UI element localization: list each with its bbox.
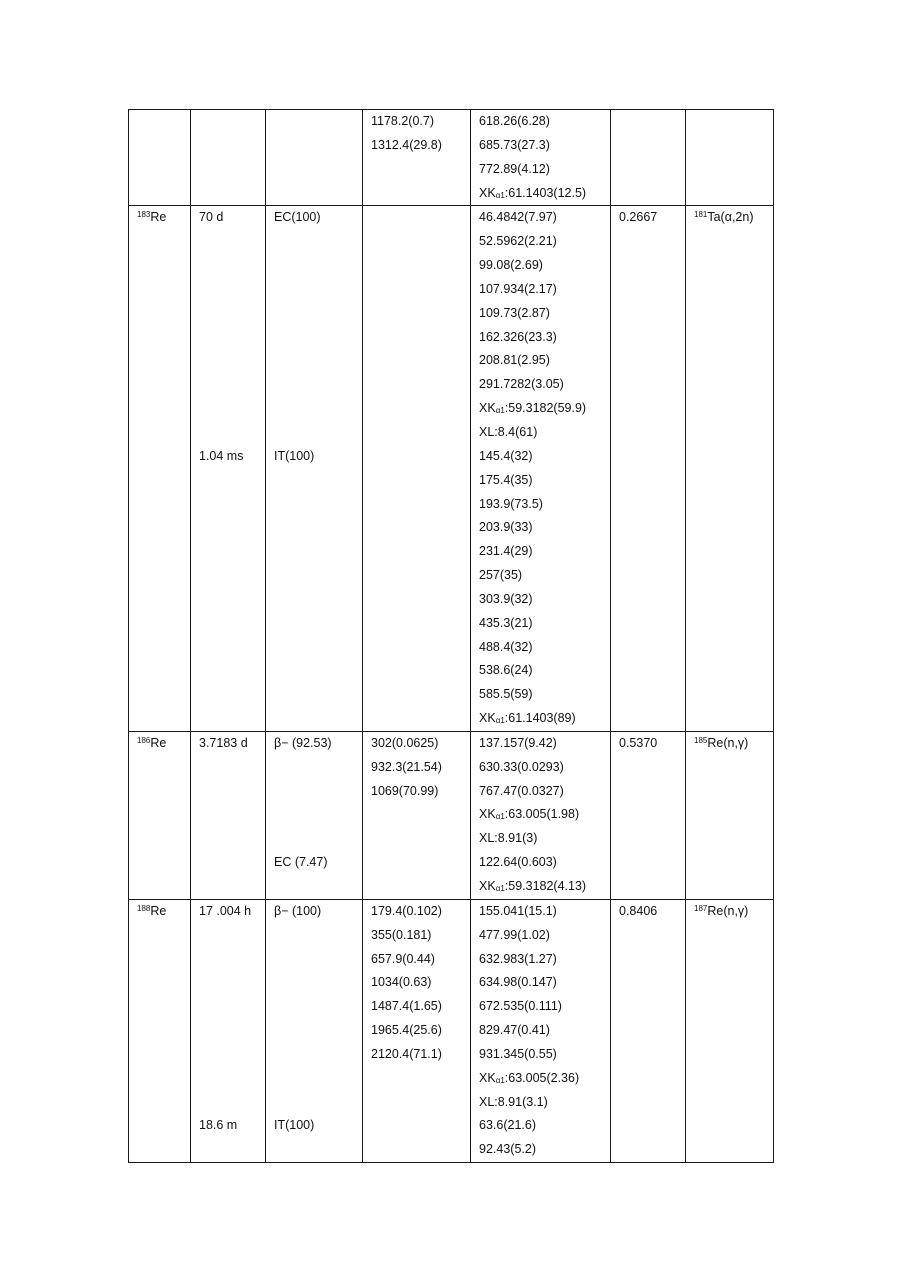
gamma-energy-line: 931.345(0.55) (479, 1046, 557, 1061)
beta-energy-line: 302(0.0625) (371, 735, 439, 750)
target-mass-number: 185 (694, 735, 708, 745)
element-symbol: Re (150, 735, 167, 750)
gamma-energy-line: $XK_{\alpha 1}:61.1403(12.5)$ (479, 185, 587, 200)
reaction-text: Re(n,γ) (707, 735, 749, 750)
decay-mode-line (274, 780, 362, 804)
gamma-energy-line: 175.4(35) (479, 472, 533, 487)
gamma-energy-line: 122.64(0.603) (479, 855, 557, 870)
decay-mode-cell (266, 731, 363, 899)
gamma-energy-line: 162.326(23.3) (479, 329, 557, 344)
gamma-energy-line: 92.43(5.2) (479, 1142, 536, 1157)
k-alpha-subscript: α1 (495, 884, 505, 893)
gamma-energy-cell (471, 731, 611, 899)
decay-mode-cell (266, 110, 363, 206)
reaction-cell (686, 206, 774, 732)
beta-energy-line: 1487.4(1.65) (371, 999, 442, 1014)
table-row (129, 899, 774, 1162)
decay-mode-line: EC(100) (274, 210, 321, 225)
decay-mode-cell (266, 899, 363, 1162)
nuclide-cell (129, 731, 191, 899)
value-cell (611, 206, 686, 732)
k-alpha-subscript: α1 (495, 190, 505, 200)
value-cell (611, 899, 686, 1162)
gamma-energy-line: 99.08(2.69) (479, 258, 543, 273)
target-mass-number: 181 (694, 210, 708, 220)
gamma-energy-line: 618.26(6.28) (479, 114, 550, 128)
halflife-line (199, 948, 265, 972)
decay-mode-line (274, 349, 362, 373)
halflife-line (199, 995, 265, 1019)
reaction-label (694, 732, 773, 756)
gamma-energy-line: 435.3(21) (479, 615, 533, 630)
halflife-line (199, 397, 265, 421)
halflife-line (199, 971, 265, 995)
gamma-energy-line: 109.73(2.87) (479, 305, 550, 320)
table-row (129, 731, 774, 899)
beta-energy-line (371, 206, 470, 230)
gamma-energy-line: 231.4(29) (479, 544, 533, 559)
reaction-cell (686, 731, 774, 899)
gamma-energy-cell (471, 899, 611, 1162)
k-alpha-subscript: α1 (495, 406, 505, 416)
beta-energy-line: 355(0.181) (371, 927, 432, 942)
decay-mode-line (274, 278, 362, 302)
decay-mode-cell (266, 206, 363, 732)
nuclide-cell (129, 206, 191, 732)
gamma-energy-line: 257(35) (479, 568, 523, 583)
value-line: 0.8406 (619, 903, 658, 918)
k-alpha-subscript: α1 (495, 812, 505, 822)
beta-energy-cell (363, 110, 471, 206)
gamma-energy-line: 585.5(59) (479, 687, 533, 702)
gamma-energy-cell (471, 206, 611, 732)
value-line (619, 110, 685, 134)
nuclide-label (137, 206, 190, 230)
gamma-energy-line: 767.47(0.0327) (479, 783, 564, 798)
nuclide-label (137, 900, 190, 924)
halflife-line (199, 326, 265, 350)
nuclide-cell (129, 899, 191, 1162)
decay-mode-line (274, 326, 362, 350)
decay-mode-line (274, 995, 362, 1019)
decay-mode-line: β− (100) (274, 903, 322, 918)
decay-mode-line (274, 397, 362, 421)
halflife-line (199, 1067, 265, 1091)
halflife-cell (191, 899, 266, 1162)
gamma-energy-line: 208.81(2.95) (479, 353, 550, 368)
gamma-energy-line: 488.4(32) (479, 639, 533, 654)
beta-energy-line: 1965.4(25.6) (371, 1023, 442, 1038)
halflife-line (199, 924, 265, 948)
element-symbol: Re (150, 210, 167, 225)
decay-mode-line (274, 948, 362, 972)
halflife-cell (191, 206, 266, 732)
gamma-energy-line: 632.983(1.27) (479, 951, 557, 966)
gamma-energy-line: $XK_{\alpha 1}:59.3182(59.9)$ (479, 401, 587, 416)
halflife-line: 18.6 m (199, 1118, 238, 1133)
decay-mode-line: IT(100) (274, 1118, 315, 1133)
decay-mode-line (274, 110, 362, 134)
nuclide-cell (129, 110, 191, 206)
halflife-line: 3.7183 d (199, 735, 248, 750)
beta-energy-line: 1178.2(0.7) (371, 114, 435, 128)
decay-mode-line (274, 924, 362, 948)
gamma-energy-line: 685.73(27.3) (479, 137, 550, 152)
beta-energy-line: 2120.4(71.1) (371, 1046, 442, 1061)
decay-mode-line (274, 827, 362, 851)
gamma-energy-line: XL:8.91(3) (479, 831, 538, 846)
halflife-line (199, 278, 265, 302)
beta-energy-line: 932.3(21.54) (371, 759, 442, 774)
nuclide-data-table (128, 109, 774, 1163)
decay-mode-line (274, 373, 362, 397)
gamma-energy-line: 630.33(0.0293) (479, 759, 564, 774)
halflife-line (199, 230, 265, 254)
gamma-energy-line: XL:8.4(61) (479, 424, 538, 439)
table-row (129, 206, 774, 732)
gamma-energy-line: 303.9(32) (479, 591, 533, 606)
reaction-cell (686, 899, 774, 1162)
halflife-line: 70 d (199, 210, 224, 225)
beta-energy-cell (363, 206, 471, 732)
decay-mode-line: IT(100) (274, 448, 315, 463)
halflife-cell (191, 110, 266, 206)
reaction-cell (686, 110, 774, 206)
halflife-line (199, 373, 265, 397)
gamma-energy-line: $XK_{\alpha 1}:63.005(1.98)$ (479, 807, 580, 822)
target-mass-number: 187 (694, 903, 708, 913)
value-line: 0.2667 (619, 210, 658, 225)
gamma-energy-line: 46.4842(7.97) (479, 210, 557, 225)
beta-energy-line: 179.4(0.102) (371, 903, 442, 918)
value-line: 0.5370 (619, 735, 658, 750)
gamma-energy-line: 155.041(15.1) (479, 903, 557, 918)
decay-mode-line: β− (92.53) (274, 735, 332, 750)
beta-energy-line: 1069(70.99) (371, 783, 439, 798)
decay-mode-line (274, 421, 362, 445)
mass-number: 183 (137, 210, 151, 220)
mass-number: 186 (137, 735, 151, 745)
k-alpha-subscript: α1 (495, 1075, 505, 1085)
gamma-energy-cell (471, 110, 611, 206)
decay-mode-line (274, 302, 362, 326)
reaction-label (694, 110, 773, 134)
gamma-energy-line: 63.6(21.6) (479, 1118, 536, 1133)
beta-energy-line: 657.9(0.44) (371, 951, 435, 966)
reaction-text: Ta(α,2n) (707, 210, 754, 225)
halflife-cell (191, 731, 266, 899)
gamma-energy-line: 772.89(4.12) (479, 161, 550, 176)
gamma-energy-line: $XK_{\alpha 1}:63.005(2.36)$ (479, 1070, 580, 1085)
table-row (129, 110, 774, 206)
gamma-energy-line: 291.7282(3.05) (479, 377, 564, 392)
gamma-energy-line: 538.6(24) (479, 663, 533, 678)
gamma-energy-line: 193.9(73.5) (479, 496, 543, 511)
gamma-energy-line: $XK_{\alpha 1}:61.1403(89)$ (479, 711, 576, 726)
reaction-text: Re(n,γ) (707, 903, 749, 918)
gamma-energy-line: 137.157(9.42) (479, 735, 557, 750)
halflife-line (199, 1043, 265, 1067)
reaction-label (694, 206, 773, 230)
decay-mode-line (274, 230, 362, 254)
nuclide-label (137, 110, 190, 134)
gamma-energy-line: 829.47(0.41) (479, 1023, 550, 1038)
gamma-energy-line: 145.4(32) (479, 448, 533, 463)
gamma-energy-line: 477.99(1.02) (479, 927, 550, 942)
gamma-energy-line: 634.98(0.147) (479, 975, 557, 990)
decay-mode-line (274, 971, 362, 995)
gamma-energy-line: XL:8.91(3.1) (479, 1094, 548, 1109)
reaction-label (694, 900, 773, 924)
decay-mode-line (274, 756, 362, 780)
decay-mode-line (274, 1043, 362, 1067)
table-body (129, 110, 774, 1163)
element-symbol: Re (150, 903, 167, 918)
halflife-line: 1.04 ms (199, 448, 244, 463)
decay-mode-line (274, 1067, 362, 1091)
halflife-line (199, 302, 265, 326)
decay-mode-line (274, 803, 362, 827)
value-cell (611, 110, 686, 206)
mass-number: 188 (137, 903, 151, 913)
halflife-line (199, 1091, 265, 1115)
nuclide-label (137, 732, 190, 756)
gamma-energy-line: 672.535(0.111) (479, 999, 562, 1014)
beta-energy-line: 1312.4(29.8) (371, 137, 442, 152)
gamma-energy-line: 203.9(33) (479, 520, 533, 535)
decay-mode-line (274, 1019, 362, 1043)
halflife-line (199, 1019, 265, 1043)
beta-energy-cell (363, 899, 471, 1162)
halflife-line: 17 .004 h (199, 903, 252, 918)
beta-energy-line: 1034(0.63) (371, 975, 432, 990)
value-cell (611, 731, 686, 899)
gamma-energy-line: 52.5962(2.21) (479, 234, 557, 249)
halflife-line (199, 110, 265, 134)
gamma-energy-line: 107.934(2.17) (479, 281, 557, 296)
beta-energy-cell (363, 731, 471, 899)
k-alpha-subscript: α1 (495, 716, 505, 726)
decay-mode-line (274, 254, 362, 278)
decay-mode-line: EC (7.47) (274, 855, 328, 870)
gamma-energy-line: $XK_{\alpha 1}:59.3182(4.13)$ (479, 879, 587, 893)
decay-mode-line (274, 1091, 362, 1115)
halflife-line (199, 349, 265, 373)
halflife-line (199, 421, 265, 445)
halflife-line (199, 254, 265, 278)
